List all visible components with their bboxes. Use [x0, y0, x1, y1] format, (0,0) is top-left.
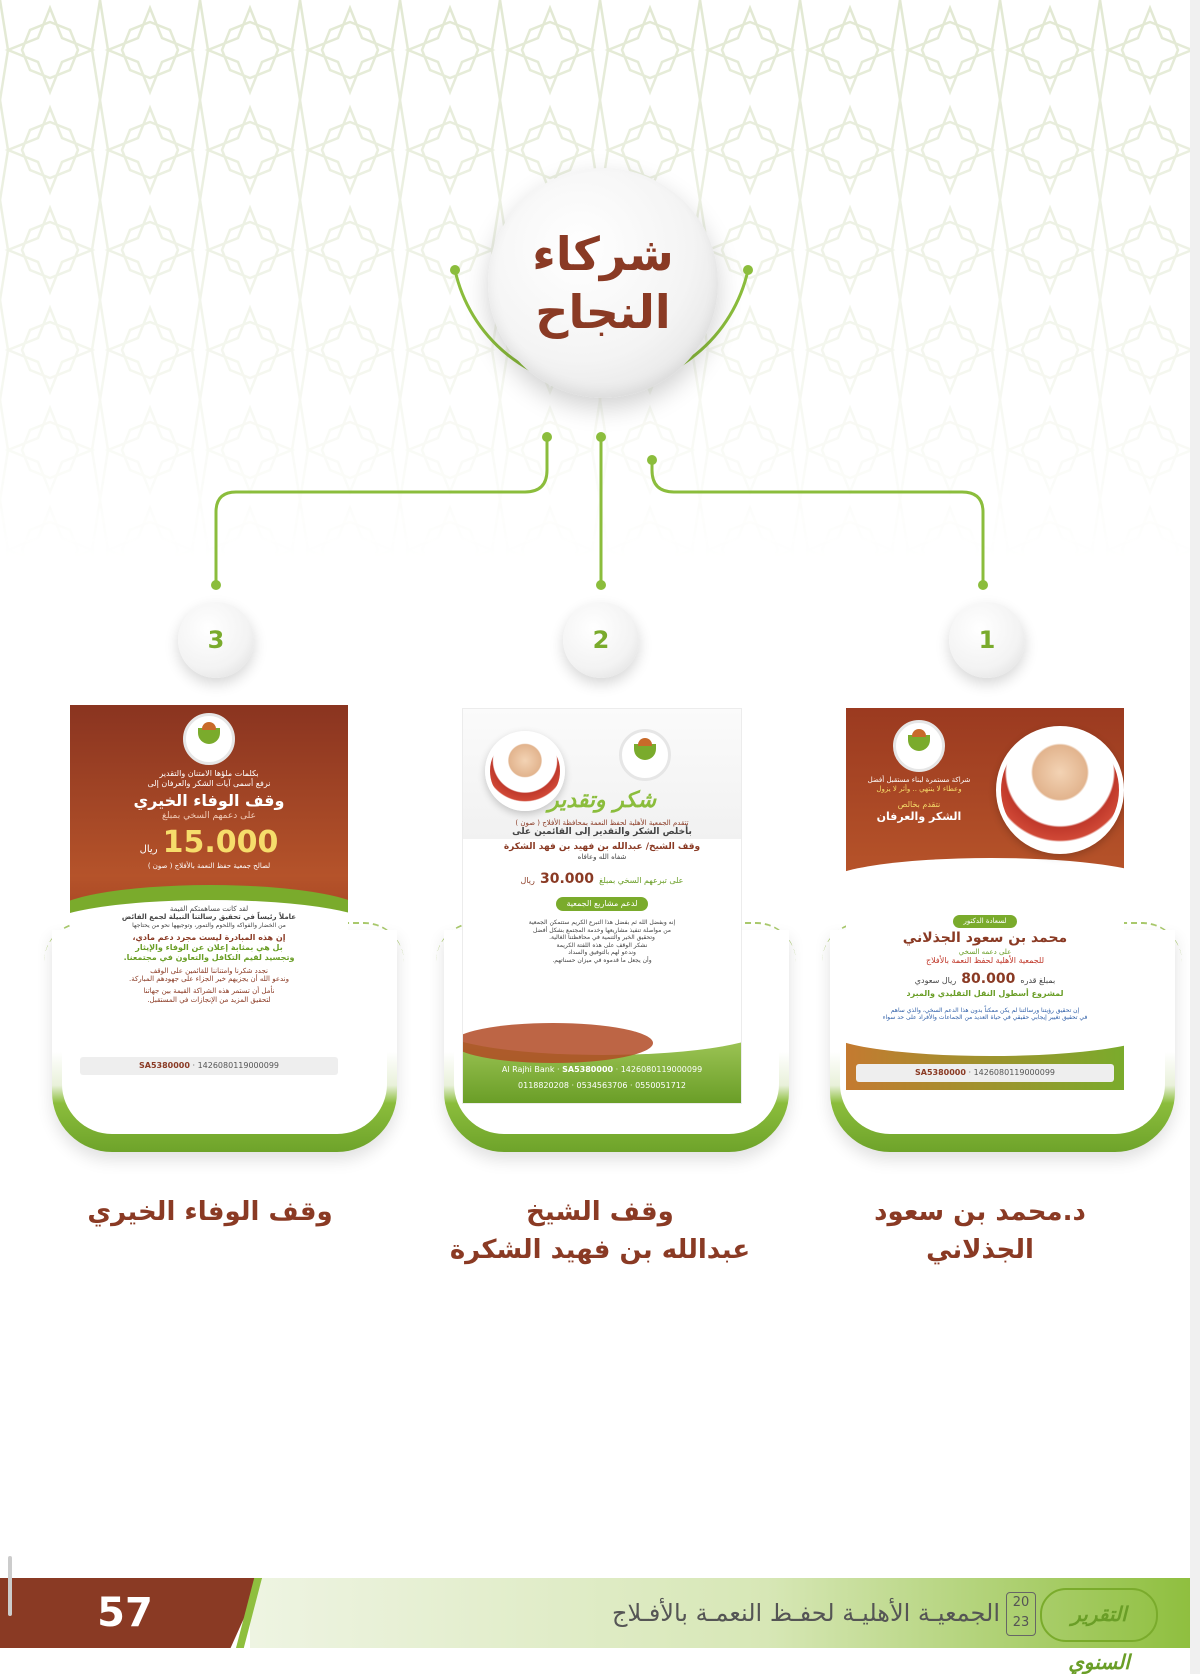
page-footer: [0, 1578, 1190, 1674]
poster-partner-name: وقف الوفاء الخيري: [133, 791, 285, 810]
poster-gratitude: الشكر والعرفان: [876, 809, 962, 823]
poster-currency: ريال: [520, 875, 535, 885]
poster-support-text: على دعمه السخي: [958, 947, 1012, 956]
poster-heading: شكر وتقدير: [547, 788, 657, 813]
poster-body-line: وندعو الله أن يجزيهم خير الجزاء على جهودهم المباركة.: [128, 975, 289, 984]
poster-amount: 15.000: [162, 825, 279, 861]
poster-project: لمشروع أسطول النقل التقليدي والمبرد: [906, 988, 1064, 998]
thank-you-poster-alshakra: [462, 708, 742, 1104]
thank-you-poster-aljadhlani: [846, 708, 1124, 1090]
poster-body-line: لقد كانت مساهمتكم القيمة: [169, 904, 249, 913]
poster-body-line: نجدد شكرنا وامتناننا للقائمين على الوقف: [150, 966, 268, 975]
poster-support-text: على دعمهم السخي بمبلغ: [162, 811, 256, 821]
poster-thanks: بأخلص الشكر والتقدير إلى القائمين على: [512, 827, 692, 838]
poster-bank-details: Al Rajhi Bank · SA5380000 · 1426080119000099: [501, 1065, 703, 1074]
poster-body-line: بل هي بمثابة إعلان عن الوفاء والإيثار: [135, 942, 283, 952]
report-year: 20 23: [1006, 1592, 1036, 1636]
poster-beneficiary: لصالح جمعية حفظ النعمة بالأفلاج ( صون ): [147, 861, 271, 870]
poster-body-line: إن تحقيق رؤيتنا ورسالتنا لم يكن ممكناً بدون هذا الدعم السخي، والذي ساهم: [890, 1006, 1080, 1014]
partner-number-badge: 2: [563, 602, 639, 678]
poster-amount: 80.000: [961, 971, 1016, 988]
poster-body-line: وأن يجعل ما قدموه في ميزان حسناتهم.: [552, 956, 652, 964]
association-logo: [893, 720, 945, 772]
poster-partner-name: وقف الشيخ/ عبدالله بن فهيد بن فهد الشكرة: [503, 841, 701, 852]
poster-partner-name: محمد بن سعود الجذلاني: [902, 930, 1068, 946]
partner-number-badge: 1: [949, 602, 1025, 678]
partner-caption: وقف الوفاء الخيري: [87, 1197, 333, 1227]
poster-phones: 0118820208 · 0534563706 · 0550051712: [518, 1081, 686, 1090]
page-edge: [1190, 0, 1200, 1674]
association-logo: [183, 713, 235, 765]
poster-body-line: إن هذه المبادرة ليست مجرد دعم مادي،: [132, 932, 286, 942]
poster-intro: نرفع أسمى آيات الشكر والعرفان إلى: [147, 779, 271, 788]
poster-body-line: من مواصلة تنفيذ مشاريعها وخدمة المجتمع بشكل أفضل: [533, 926, 671, 934]
poster-currency: ريال سعودي: [914, 976, 957, 986]
doctor-portrait: [996, 726, 1124, 854]
poster-purpose: لدعم مشاريع الجمعية: [556, 897, 647, 911]
poster-intro: نتقدم بخالص: [897, 799, 941, 809]
poster-body-line: إنه وبفضل الله ثم بفضل هذا التبرع الكريم ستتمكن الجمعية: [528, 919, 676, 926]
organization-name: الجمعيـة الأهليـة لحفـظ النعمـة بالأفـلاج: [611, 1599, 1000, 1627]
partner-caption: د.محمد بن سعود الجذلاني: [874, 1197, 1086, 1265]
poster-amount-prefix: بمبلغ قدره: [1020, 976, 1056, 986]
scroll-indicator[interactable]: [8, 1556, 12, 1616]
poster-currency: ريال: [139, 844, 158, 856]
poster-amount: 30.000: [539, 870, 594, 887]
section-title-line-2: النجاح: [535, 285, 671, 339]
association-logo: [619, 729, 671, 781]
poster-body-line: في تحقيق تغيير إيجابي حقيقي في حياة العديد من الجماعات والأفراد على حد سواء: [882, 1014, 1088, 1022]
section-title-circle: [488, 168, 718, 398]
page-number: 57: [97, 1590, 153, 1636]
partner-number-badge: 3: [178, 602, 254, 678]
poster-body-line: وندعو لهم بالتوفيق والسداد: [568, 949, 636, 956]
poster-body-line: لتحقيق المزيد من الإنجازات في المستقبل.: [147, 995, 271, 1004]
thank-you-poster-alwafaa: [70, 705, 348, 1085]
poster-body-line: وتجسيد لقيم التكافل والتعاون في مجتمعنا.: [123, 952, 295, 962]
annual-report-logo: التقرير السنوي: [1040, 1588, 1158, 1642]
poster-prayer: شفاه الله وعافاه: [577, 852, 627, 861]
poster-body-line: نشكر الوقف على هذه اللفتة الكريمة: [556, 941, 648, 949]
poster-support-text: على تبرعهم السخي بمبلغ: [599, 875, 684, 885]
poster-intro: شراكة مستمرة لبناء مستقبل أفضل: [867, 776, 971, 784]
poster-support-text: للجمعية الأهلية لحفظ النعمة بالأفلاج: [925, 956, 1045, 966]
poster-intro: وعطاء لا ينتهي .. وأثر لا يزول: [876, 784, 962, 793]
poster-title-badge: لسعادة الدكتور: [953, 915, 1016, 928]
poster-body-line: من الخضار والفواكه واللحوم والتمور، وتوجيهها نحو من يحتاجها: [132, 922, 286, 929]
poster-intro: بكلمات ملؤها الامتنان والتقدير: [159, 769, 259, 778]
poster-body-line: عاملاً رئيساً في تحقيق رسالتنا النبيلة لجمع الفائض: [121, 913, 297, 922]
poster-body-line: وتحقيق الخير والتنمية في محافظتنا الغالية.: [549, 934, 655, 941]
poster-bank-details: SA5380000 · 1426080119000099: [856, 1064, 1114, 1082]
poster-bank-details: SA5380000 · 1426080119000099: [80, 1057, 338, 1075]
poster-intro: تتقدم الجمعية الأهلية لحفظ النعمة بمحافظة الأفلاج ( صون ): [515, 818, 689, 827]
poster-body-line: نأمل أن تستمر هذه الشراكة القيمة بين جهاتنا: [143, 987, 275, 995]
partner-caption: وقف الشيخ عبدالله بن فهيد الشكرة: [449, 1197, 751, 1265]
section-title-line-1: شركاء: [532, 227, 674, 281]
